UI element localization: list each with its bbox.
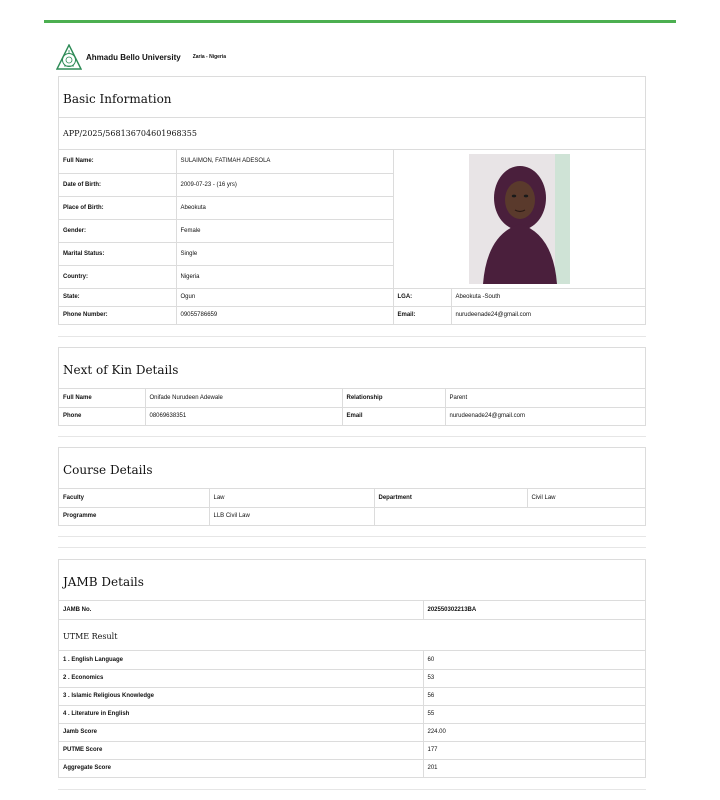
university-location: Zaria - Nigeria — [192, 54, 227, 60]
basic-info-table — [59, 150, 645, 324]
field-value: 177 — [423, 741, 645, 759]
field-value: 2009-07-23 - (16 yrs) — [176, 173, 393, 196]
table-row — [59, 389, 645, 407]
field-label: LGA: — [393, 288, 451, 306]
field-value: Law — [209, 489, 374, 507]
field-label: State: — [59, 288, 176, 306]
page-header — [56, 44, 226, 70]
utme-result-heading: UTME Result — [59, 619, 645, 651]
field-value: Nigeria — [176, 265, 393, 288]
table-row — [59, 306, 645, 324]
field-value: 202550302213BA — [423, 601, 645, 619]
field-label: JAMB No. — [59, 601, 423, 619]
subject-score: 60 — [423, 651, 645, 669]
table-row — [59, 705, 645, 723]
divider — [58, 436, 646, 437]
jamb-number-table — [59, 601, 645, 619]
subject-score: 56 — [423, 687, 645, 705]
field-value: Civil Law — [527, 489, 645, 507]
basic-information-section — [58, 76, 646, 325]
subject-score: 53 — [423, 669, 645, 687]
empty-cell — [374, 507, 645, 525]
field-label: Aggregate Score — [59, 759, 423, 777]
field-value: Abeokuta — [176, 196, 393, 219]
field-value: Onifade Nurudeen Adewale — [145, 389, 342, 407]
field-value: nurudeenade24@gmail.com — [451, 306, 645, 324]
course-details-section — [58, 447, 646, 526]
field-label: Faculty — [59, 489, 209, 507]
divider — [58, 336, 646, 337]
kin-table — [59, 389, 645, 425]
section-title: Next of Kin Details — [59, 348, 645, 389]
top-accent-bar — [44, 20, 676, 23]
application-number: APP/2025/568136704601968355 — [59, 118, 645, 150]
utme-result-table — [59, 651, 645, 777]
field-value: Ogun — [176, 288, 393, 306]
photo-cell — [393, 150, 645, 288]
table-row — [59, 507, 645, 525]
field-label: Jamb Score — [59, 723, 423, 741]
field-label: PUTME Score — [59, 741, 423, 759]
table-row — [59, 150, 645, 173]
field-label: Marital Status: — [59, 242, 176, 265]
field-value: Female — [176, 219, 393, 242]
subject-score: 55 — [423, 705, 645, 723]
field-label: Full Name: — [59, 150, 176, 173]
field-value: LLB Civil Law — [209, 507, 374, 525]
table-row — [59, 669, 645, 687]
field-value: Abeokuta -South — [451, 288, 645, 306]
university-name: Ahmadu Bello University — [86, 52, 181, 62]
field-value: SULAIMON, FATIMAH ADESOLA — [176, 150, 393, 173]
course-table — [59, 489, 645, 525]
section-title: Course Details — [59, 448, 645, 489]
field-label: Relationship — [342, 389, 445, 407]
section-title: Basic Information — [59, 77, 645, 118]
subject-name: 3 . Islamic Religious Knowledge — [59, 687, 423, 705]
table-row — [59, 741, 645, 759]
field-label: Date of Birth: — [59, 173, 176, 196]
field-label: Email: — [393, 306, 451, 324]
field-label: Full Name — [59, 389, 145, 407]
table-row — [59, 601, 645, 619]
field-label: Department — [374, 489, 527, 507]
field-value: 201 — [423, 759, 645, 777]
field-value: nurudeenade24@gmail.com — [445, 407, 645, 425]
field-value: 08069638351 — [145, 407, 342, 425]
divider — [58, 789, 646, 790]
university-logo-icon — [56, 44, 82, 70]
divider — [58, 536, 646, 537]
table-row — [59, 759, 645, 777]
table-row — [59, 489, 645, 507]
field-label: Phone Number: — [59, 306, 176, 324]
divider — [58, 547, 646, 548]
field-value: 09055786659 — [176, 306, 393, 324]
applicant-photo — [469, 154, 570, 284]
table-row — [59, 288, 645, 306]
subject-name: 4 . Literature in English — [59, 705, 423, 723]
field-label: Place of Birth: — [59, 196, 176, 219]
section-title: JAMB Details — [59, 560, 645, 601]
field-label: Phone — [59, 407, 145, 425]
field-value: Single — [176, 242, 393, 265]
next-of-kin-section — [58, 347, 646, 426]
table-row — [59, 687, 645, 705]
field-label: Country: — [59, 265, 176, 288]
table-row — [59, 407, 645, 425]
table-row — [59, 723, 645, 741]
table-row — [59, 651, 645, 669]
field-label: Programme — [59, 507, 209, 525]
jamb-details-section — [58, 559, 646, 778]
subject-name: 1 . English Language — [59, 651, 423, 669]
field-label: Email — [342, 407, 445, 425]
field-value: 224.00 — [423, 723, 645, 741]
field-label: Gender: — [59, 219, 176, 242]
subject-name: 2 . Economics — [59, 669, 423, 687]
field-value: Parent — [445, 389, 645, 407]
